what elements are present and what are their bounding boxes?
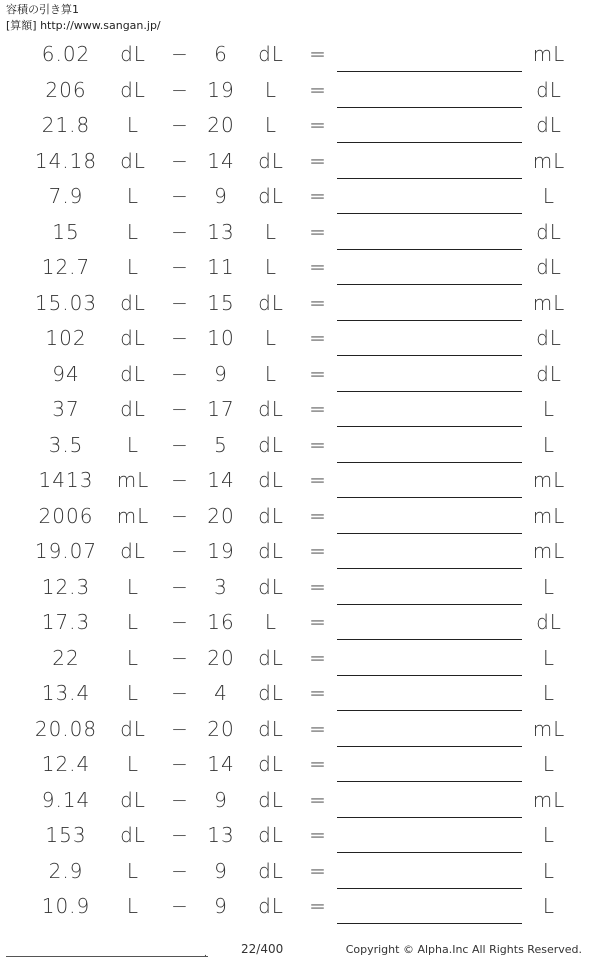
minuend: 3.5 bbox=[48, 432, 84, 457]
problem-row bbox=[0, 180, 600, 216]
minus-sign: − bbox=[171, 645, 189, 670]
problem-row bbox=[0, 713, 600, 749]
name-line bbox=[6, 956, 208, 957]
answer-unit: dL bbox=[536, 113, 562, 137]
equals-sign: = bbox=[309, 539, 327, 563]
subtrahend-unit: L bbox=[264, 326, 278, 350]
subtrahend-unit: dL bbox=[258, 752, 284, 776]
minuend-unit: mL bbox=[116, 503, 150, 528]
answer-blank[interactable] bbox=[337, 71, 522, 72]
equals-sign: = bbox=[309, 823, 327, 847]
equals-sign: = bbox=[309, 42, 327, 66]
minuend: 22 bbox=[52, 645, 80, 670]
subtrahend: 4 bbox=[214, 681, 228, 705]
subtrahend: 14 bbox=[207, 468, 235, 492]
minuend-unit: dL bbox=[120, 716, 146, 741]
minus-sign: − bbox=[171, 574, 189, 599]
answer-unit: mL bbox=[532, 148, 566, 173]
subtrahend: 9 bbox=[214, 787, 228, 812]
worksheet-source: [算額] http://www.sangan.jp/ bbox=[6, 19, 161, 32]
equals-sign: = bbox=[309, 752, 327, 776]
minus-sign: − bbox=[171, 113, 189, 137]
subtrahend-unit: dL bbox=[258, 823, 284, 847]
problem-row bbox=[0, 819, 600, 855]
page-number: 22/400 bbox=[241, 942, 284, 956]
answer-blank[interactable] bbox=[337, 746, 522, 747]
equals-sign: = bbox=[309, 681, 327, 705]
minuend-unit: L bbox=[126, 184, 140, 208]
subtrahend-unit: dL bbox=[258, 184, 284, 208]
answer-blank[interactable] bbox=[337, 391, 522, 392]
minuend-unit: L bbox=[126, 610, 140, 634]
problem-row bbox=[0, 855, 600, 891]
minuend-unit: dL bbox=[120, 326, 146, 350]
minuend-unit: dL bbox=[120, 787, 146, 812]
minuend: 20.08 bbox=[34, 716, 98, 741]
minuend: 19.07 bbox=[34, 539, 98, 563]
answer-blank[interactable] bbox=[337, 710, 522, 711]
answer-blank[interactable] bbox=[337, 426, 522, 427]
problem-row bbox=[0, 571, 600, 607]
minuend-unit: L bbox=[126, 645, 140, 670]
subtrahend: 14 bbox=[207, 752, 235, 776]
minus-sign: − bbox=[171, 610, 189, 634]
answer-blank[interactable] bbox=[337, 249, 522, 250]
minuend: 17.3 bbox=[41, 610, 91, 634]
minus-sign: − bbox=[171, 77, 189, 102]
problem-row bbox=[0, 109, 600, 145]
equals-sign: = bbox=[309, 326, 327, 350]
answer-unit: dL bbox=[536, 326, 562, 350]
subtrahend: 19 bbox=[207, 77, 235, 102]
minuend-unit: L bbox=[126, 681, 140, 705]
subtrahend-unit: L bbox=[264, 610, 278, 634]
minus-sign: − bbox=[171, 42, 189, 66]
minus-sign: − bbox=[171, 361, 189, 386]
equals-sign: = bbox=[309, 858, 327, 883]
minuend-unit: L bbox=[126, 113, 140, 137]
answer-unit: dL bbox=[536, 361, 562, 386]
subtrahend-unit: dL bbox=[258, 42, 284, 66]
minuend: 1413 bbox=[38, 468, 94, 492]
minuend-unit: dL bbox=[120, 397, 146, 421]
subtrahend: 13 bbox=[207, 823, 235, 847]
minuend-unit: dL bbox=[120, 539, 146, 563]
minus-sign: − bbox=[171, 681, 189, 705]
minuend-unit: dL bbox=[120, 290, 146, 315]
minus-sign: − bbox=[171, 468, 189, 492]
equals-sign: = bbox=[309, 503, 327, 528]
answer-blank[interactable] bbox=[337, 568, 522, 569]
minus-sign: − bbox=[171, 716, 189, 741]
answer-unit: mL bbox=[532, 42, 566, 66]
answer-blank[interactable] bbox=[337, 284, 522, 285]
subtrahend: 17 bbox=[207, 397, 235, 421]
minuend-unit: L bbox=[126, 219, 140, 244]
answer-blank[interactable] bbox=[337, 107, 522, 108]
minuend-unit: mL bbox=[116, 468, 150, 492]
subtrahend-unit: dL bbox=[258, 432, 284, 457]
minus-sign: − bbox=[171, 290, 189, 315]
problem-row bbox=[0, 784, 600, 820]
problem-row bbox=[0, 287, 600, 323]
problem-row bbox=[0, 748, 600, 784]
minuend: 12.3 bbox=[41, 574, 91, 599]
subtrahend: 19 bbox=[207, 539, 235, 563]
subtrahend: 11 bbox=[207, 255, 235, 279]
minuend: 153 bbox=[45, 823, 87, 847]
problem-row bbox=[0, 393, 600, 429]
subtrahend: 15 bbox=[207, 290, 235, 315]
answer-unit: L bbox=[542, 858, 556, 883]
problem-row bbox=[0, 677, 600, 713]
subtrahend: 9 bbox=[214, 361, 228, 386]
equals-sign: = bbox=[309, 468, 327, 492]
minuend: 2006 bbox=[38, 503, 94, 528]
minus-sign: − bbox=[171, 539, 189, 563]
minus-sign: − bbox=[171, 255, 189, 279]
equals-sign: = bbox=[309, 219, 327, 244]
subtrahend: 20 bbox=[207, 716, 235, 741]
subtrahend-unit: dL bbox=[258, 574, 284, 599]
answer-unit: L bbox=[542, 823, 556, 847]
subtrahend-unit: dL bbox=[258, 397, 284, 421]
subtrahend-unit: dL bbox=[258, 539, 284, 563]
answer-unit: L bbox=[542, 894, 556, 918]
subtrahend: 20 bbox=[207, 503, 235, 528]
minuend: 6.02 bbox=[41, 42, 91, 66]
problem-row bbox=[0, 606, 600, 642]
subtrahend: 13 bbox=[207, 219, 235, 244]
minuend: 12.4 bbox=[41, 752, 91, 776]
minuend-unit: L bbox=[126, 752, 140, 776]
footer-dot: . bbox=[204, 949, 207, 959]
minuend-unit: dL bbox=[120, 361, 146, 386]
answer-blank[interactable] bbox=[337, 675, 522, 676]
problem-row bbox=[0, 74, 600, 110]
answer-unit: L bbox=[542, 397, 556, 421]
subtrahend: 9 bbox=[214, 858, 228, 883]
subtrahend: 9 bbox=[214, 894, 228, 918]
minuend: 37 bbox=[52, 397, 80, 421]
answer-blank[interactable] bbox=[337, 781, 522, 782]
equals-sign: = bbox=[309, 184, 327, 208]
problem-row bbox=[0, 642, 600, 678]
minus-sign: − bbox=[171, 219, 189, 244]
problem-row bbox=[0, 145, 600, 181]
equals-sign: = bbox=[309, 361, 327, 386]
answer-blank[interactable] bbox=[337, 497, 522, 498]
subtrahend-unit: L bbox=[264, 361, 278, 386]
answer-unit: L bbox=[542, 432, 556, 457]
minuend-unit: dL bbox=[120, 148, 146, 173]
minus-sign: − bbox=[171, 823, 189, 847]
equals-sign: = bbox=[309, 894, 327, 918]
minus-sign: − bbox=[171, 752, 189, 776]
minuend: 15 bbox=[52, 219, 80, 244]
worksheet-title: 容積の引き算1 bbox=[6, 3, 79, 16]
minuend: 2.9 bbox=[48, 858, 84, 883]
subtrahend-unit: L bbox=[264, 77, 278, 102]
answer-unit: L bbox=[542, 574, 556, 599]
answer-blank[interactable] bbox=[337, 213, 522, 214]
subtrahend-unit: L bbox=[264, 219, 278, 244]
subtrahend-unit: dL bbox=[258, 716, 284, 741]
subtrahend-unit: L bbox=[264, 113, 278, 137]
minuend: 102 bbox=[45, 326, 87, 350]
minus-sign: − bbox=[171, 432, 189, 457]
answer-unit: L bbox=[542, 184, 556, 208]
minuend-unit: L bbox=[126, 255, 140, 279]
subtrahend-unit: dL bbox=[258, 894, 284, 918]
answer-unit: L bbox=[542, 681, 556, 705]
equals-sign: = bbox=[309, 787, 327, 812]
problem-row bbox=[0, 500, 600, 536]
answer-unit: dL bbox=[536, 219, 562, 244]
answer-unit: mL bbox=[532, 716, 566, 741]
answer-blank[interactable] bbox=[337, 852, 522, 853]
problem-row bbox=[0, 322, 600, 358]
minuend: 94 bbox=[52, 361, 80, 386]
answer-unit: L bbox=[542, 645, 556, 670]
problem-row bbox=[0, 890, 600, 926]
subtrahend-unit: dL bbox=[258, 681, 284, 705]
subtrahend-unit: dL bbox=[258, 148, 284, 173]
minus-sign: − bbox=[171, 894, 189, 918]
minuend-unit: dL bbox=[120, 77, 146, 102]
subtrahend-unit: dL bbox=[258, 858, 284, 883]
subtrahend: 6 bbox=[214, 42, 228, 66]
subtrahend-unit: dL bbox=[258, 290, 284, 315]
equals-sign: = bbox=[309, 148, 327, 173]
minus-sign: − bbox=[171, 503, 189, 528]
answer-unit: mL bbox=[532, 290, 566, 315]
equals-sign: = bbox=[309, 645, 327, 670]
answer-unit: mL bbox=[532, 468, 566, 492]
answer-blank[interactable] bbox=[337, 178, 522, 179]
answer-blank[interactable] bbox=[337, 355, 522, 356]
problem-list bbox=[0, 38, 600, 926]
minuend: 14.18 bbox=[34, 148, 98, 173]
problem-row bbox=[0, 429, 600, 465]
answer-unit: dL bbox=[536, 255, 562, 279]
subtrahend-unit: dL bbox=[258, 787, 284, 812]
problem-row bbox=[0, 358, 600, 394]
problem-row bbox=[0, 38, 600, 74]
minus-sign: − bbox=[171, 326, 189, 350]
minuend: 21.8 bbox=[41, 113, 91, 137]
subtrahend: 3 bbox=[214, 574, 228, 599]
minuend-unit: L bbox=[126, 894, 140, 918]
equals-sign: = bbox=[309, 610, 327, 634]
subtrahend: 10 bbox=[207, 326, 235, 350]
equals-sign: = bbox=[309, 432, 327, 457]
equals-sign: = bbox=[309, 574, 327, 599]
minuend: 15.03 bbox=[34, 290, 98, 315]
minuend: 12.7 bbox=[41, 255, 91, 279]
minuend-unit: L bbox=[126, 574, 140, 599]
problem-row bbox=[0, 216, 600, 252]
answer-blank[interactable] bbox=[337, 923, 522, 924]
subtrahend-unit: dL bbox=[258, 645, 284, 670]
minus-sign: − bbox=[171, 148, 189, 173]
answer-unit: mL bbox=[532, 539, 566, 563]
answer-unit: dL bbox=[536, 610, 562, 634]
subtrahend: 14 bbox=[207, 148, 235, 173]
answer-blank[interactable] bbox=[337, 462, 522, 463]
subtrahend: 5 bbox=[214, 432, 228, 457]
equals-sign: = bbox=[309, 290, 327, 315]
minus-sign: − bbox=[171, 397, 189, 421]
minus-sign: − bbox=[171, 858, 189, 883]
minuend-unit: dL bbox=[120, 823, 146, 847]
minuend-unit: L bbox=[126, 858, 140, 883]
answer-blank[interactable] bbox=[337, 533, 522, 534]
minus-sign: − bbox=[171, 184, 189, 208]
equals-sign: = bbox=[309, 255, 327, 279]
answer-unit: dL bbox=[536, 77, 562, 102]
minuend: 206 bbox=[45, 77, 87, 102]
equals-sign: = bbox=[309, 716, 327, 741]
copyright: Copyright © Alpha.Inc All Rights Reserved. bbox=[345, 943, 582, 956]
answer-unit: mL bbox=[532, 503, 566, 528]
answer-blank[interactable] bbox=[337, 888, 522, 889]
answer-unit: mL bbox=[532, 787, 566, 812]
minuend-unit: dL bbox=[120, 42, 146, 66]
equals-sign: = bbox=[309, 397, 327, 421]
problem-row bbox=[0, 464, 600, 500]
subtrahend: 20 bbox=[207, 645, 235, 670]
minuend: 10.9 bbox=[41, 894, 91, 918]
problem-row bbox=[0, 535, 600, 571]
answer-blank[interactable] bbox=[337, 604, 522, 605]
problem-row bbox=[0, 251, 600, 287]
subtrahend-unit: dL bbox=[258, 468, 284, 492]
minuend: 7.9 bbox=[48, 184, 84, 208]
subtrahend-unit: dL bbox=[258, 503, 284, 528]
answer-blank[interactable] bbox=[337, 817, 522, 818]
subtrahend: 9 bbox=[214, 184, 228, 208]
answer-blank[interactable] bbox=[337, 320, 522, 321]
equals-sign: = bbox=[309, 113, 327, 137]
equals-sign: = bbox=[309, 77, 327, 102]
minuend: 13.4 bbox=[41, 681, 91, 705]
minuend: 9.14 bbox=[41, 787, 91, 812]
subtrahend: 20 bbox=[207, 113, 235, 137]
answer-blank[interactable] bbox=[337, 142, 522, 143]
answer-unit: L bbox=[542, 752, 556, 776]
subtrahend: 16 bbox=[207, 610, 235, 634]
answer-blank[interactable] bbox=[337, 639, 522, 640]
minuend-unit: L bbox=[126, 432, 140, 457]
minus-sign: − bbox=[171, 787, 189, 812]
subtrahend-unit: L bbox=[264, 255, 278, 279]
